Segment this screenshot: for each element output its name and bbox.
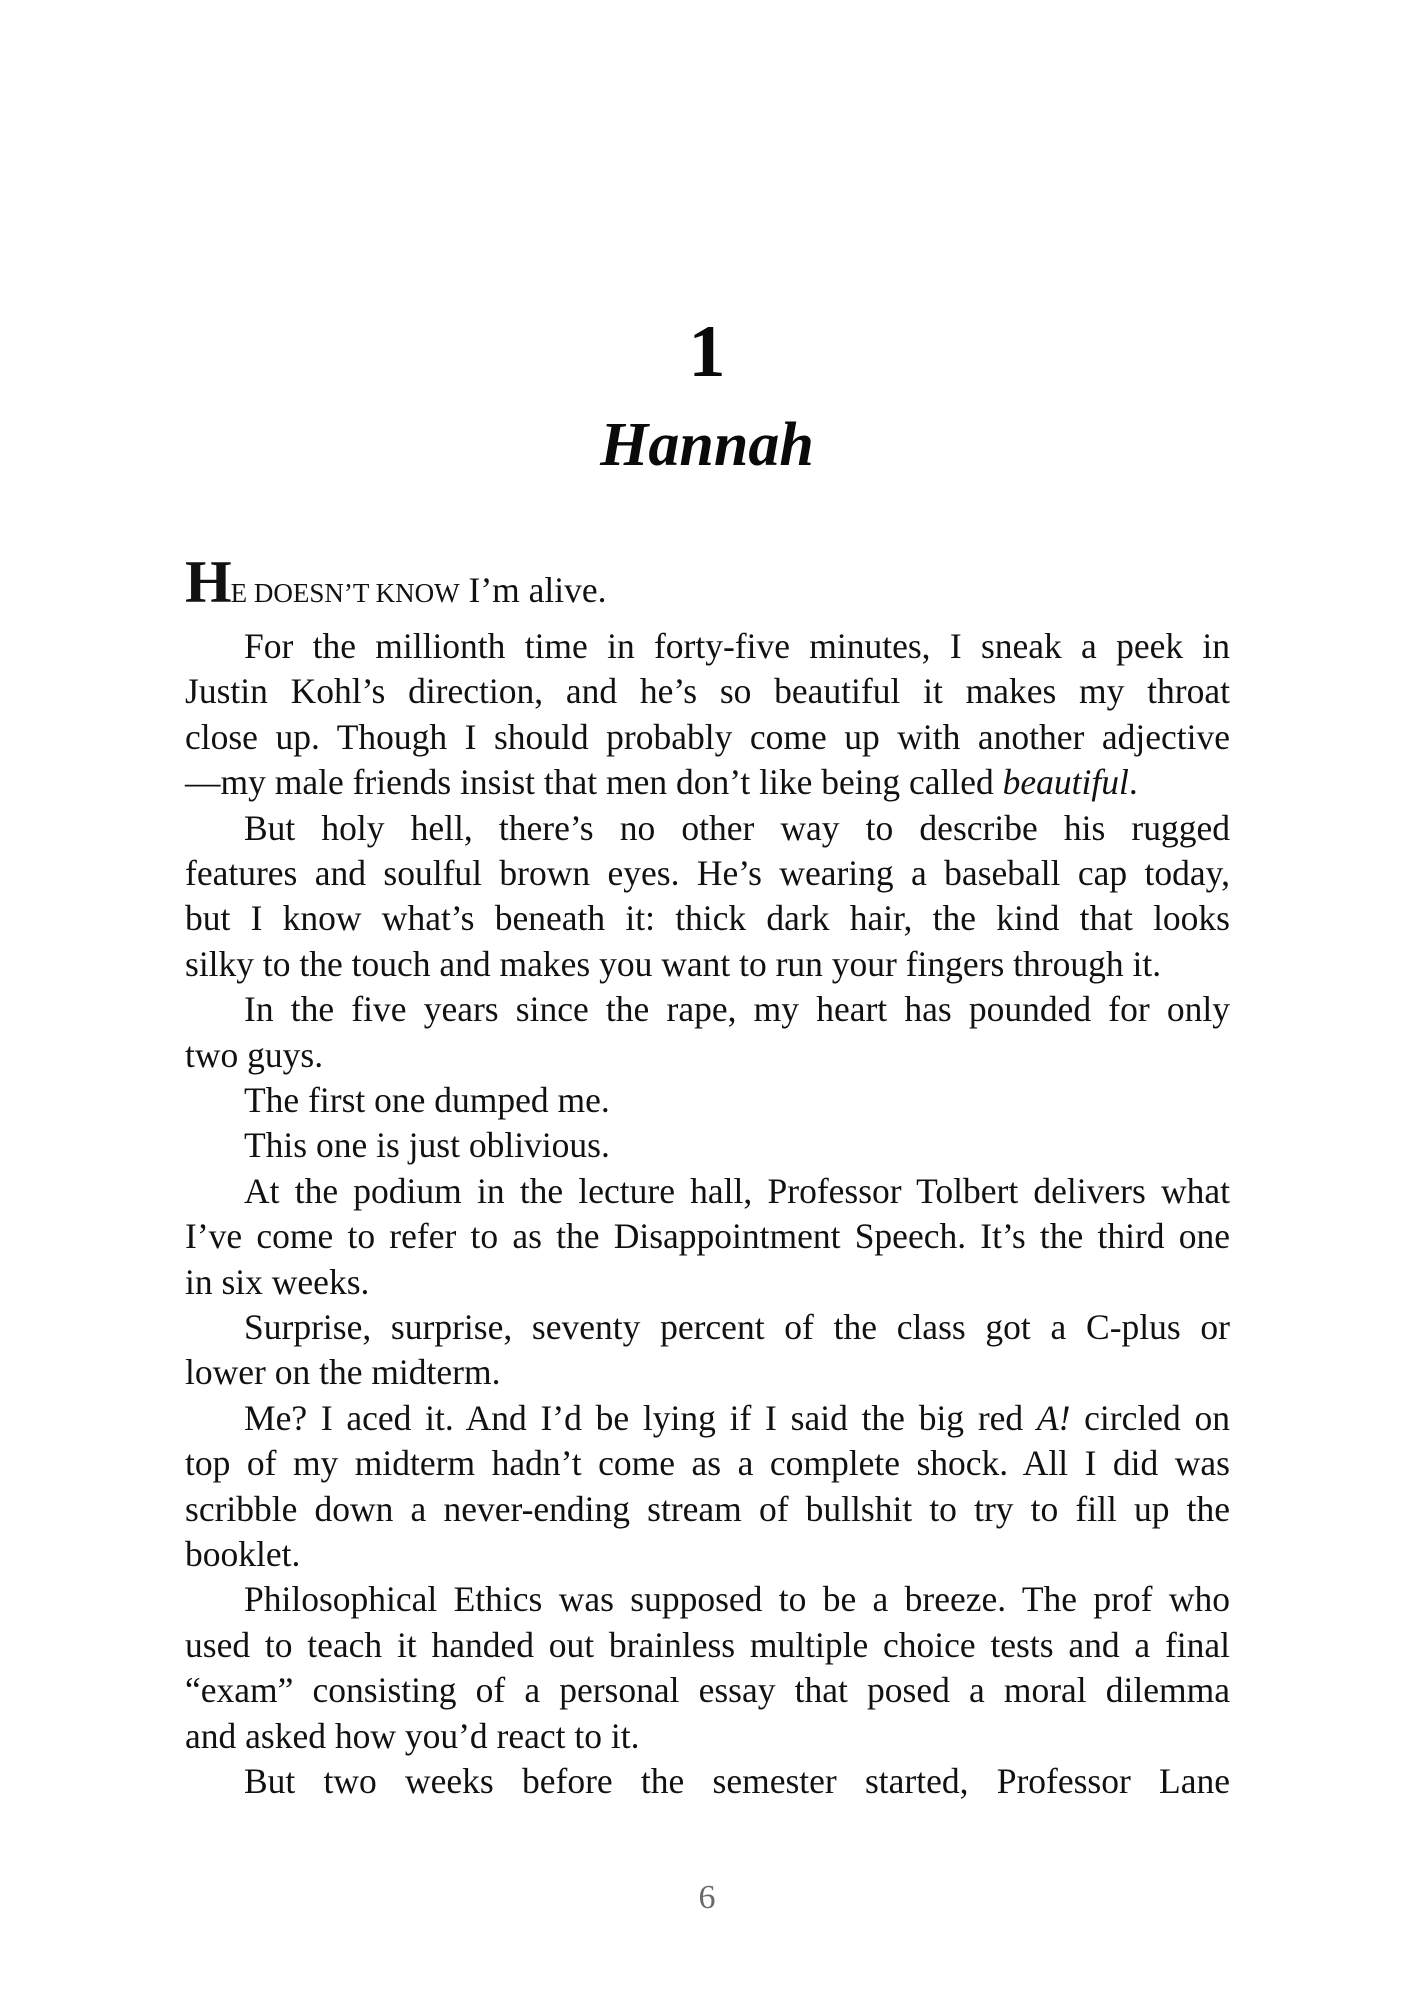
chapter-number: 1: [688, 311, 726, 393]
text-line: The first one dumped me.: [244, 1080, 610, 1120]
text-line: in six weeks.: [185, 1261, 370, 1302]
text-line: features and soulful brown eyes. He’s wearing a baseball cap today,: [185, 853, 1230, 893]
text-line: “exam” consisting of a personal essay that posed a moral dilemma: [185, 1670, 1230, 1711]
text-line: scribble down a never-ending stream of bullshit to try to fill up the: [185, 1488, 1230, 1529]
text-line: top of my midterm hadn’t come as a complete shock. All I did was: [185, 1443, 1230, 1484]
text-line: booklet.: [185, 1534, 301, 1574]
opening-line-rest: I’m alive.: [459, 570, 607, 610]
text-line: close up. Though I should probably come up with another adjective: [185, 716, 1230, 757]
text-line: For the millionth time in forty-five minutes, I sneak a peek in: [244, 626, 1230, 666]
text-line: I’ve come to refer to as the Disappointment Speech. It’s the third one: [185, 1216, 1230, 1257]
text-line: Justin Kohl’s direction, and he’s so beautiful it makes my throat: [185, 671, 1230, 712]
text-line: lower on the midterm.: [185, 1352, 501, 1393]
text-line: In the five years since the rape, my heart has pounded for only: [244, 989, 1230, 1030]
text-line: [185, 1396, 1230, 1440]
page-number: 6: [698, 1879, 716, 1916]
text-line: silky to the touch and makes you want to run your fingers through it.: [185, 943, 1162, 984]
text-line: Philosophical Ethics was supposed to be a breeze. The prof who: [244, 1579, 1230, 1620]
opening-line: [185, 549, 607, 615]
text-line: But two weeks before the semester started, Professor Lane: [244, 1761, 1230, 1801]
small-caps-lead-in: E DOESN’T KNOW: [230, 578, 460, 608]
text-segment: .: [1128, 762, 1138, 803]
text-line: But holy hell, there’s no other way to describe his rugged: [244, 807, 1230, 848]
text-line: two guys.: [185, 1034, 324, 1075]
text-line: This one is just oblivious.: [244, 1125, 610, 1166]
text-segment: —my male friends insist that men don’t like being called: [185, 762, 1003, 803]
text-line: and asked how you’d react to it.: [185, 1715, 640, 1756]
drop-cap: H: [185, 549, 231, 615]
text-line: Surprise, surprise, seventy percent of the class got a C-plus or: [244, 1307, 1230, 1347]
text-line: but I know what’s beneath it: thick dark hair, the kind that looks: [185, 898, 1230, 939]
text-segment: circled on: [1070, 1397, 1230, 1438]
chapter-title: Hannah: [600, 411, 814, 479]
emphasized-text: beautiful: [1002, 762, 1129, 803]
text-line: [185, 760, 1230, 804]
emphasized-text: A!: [1036, 1397, 1071, 1438]
text-segment: Me? I aced it. And I’d be lying if I said the big red: [244, 1397, 1037, 1438]
text-line: At the podium in the lecture hall, Professor Tolbert delivers what: [244, 1170, 1230, 1211]
text-line: used to teach it handed out brainless multiple choice tests and a final: [185, 1624, 1230, 1665]
